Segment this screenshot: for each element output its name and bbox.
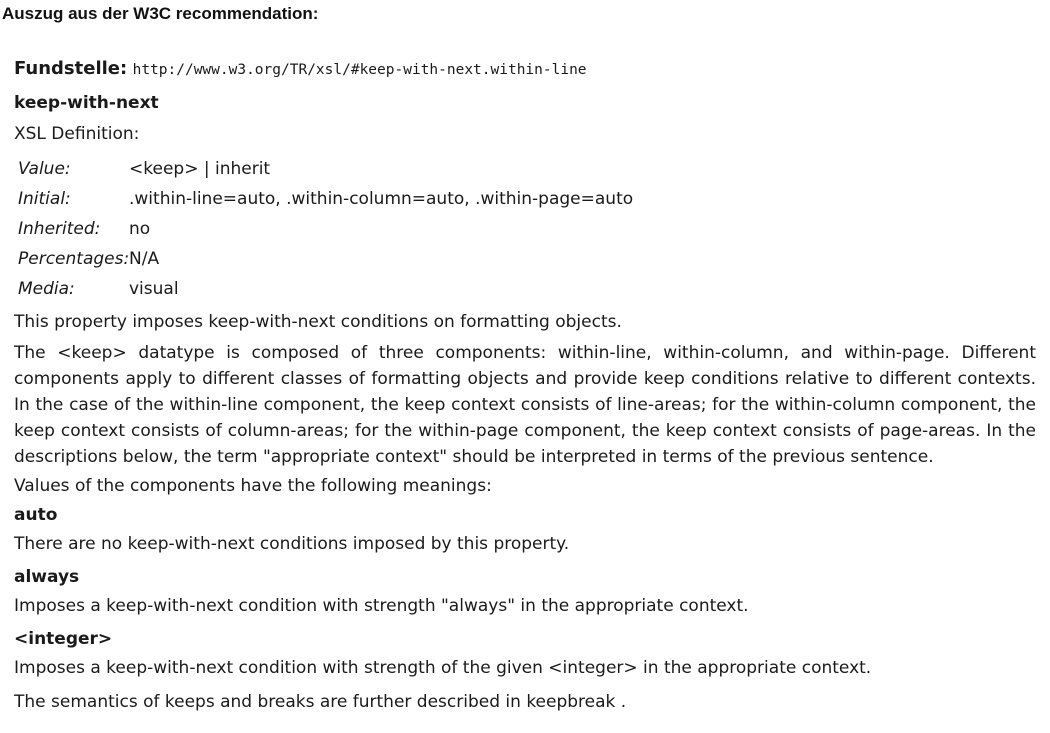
values-intro: Values of the components have the following meanings: (14, 476, 492, 496)
description-paragraph: The <keep> datatype is composed of three components: within-line, within-column, and within-page. Different components apply to different classes of formatting objects and provide keep conditions relative to different contexts. In the case of the within-line component, the keep context consists of line-areas; for the within-column component, the keep context consists of column-areas; for the within-page component, the keep context consists of page-areas. In the descriptions below, the term "appropriate context" should be interpreted in terms of the previous sentence. (14, 343, 1036, 467)
definition-row-initial (18, 189, 633, 209)
source-label: Fundstelle: (14, 58, 128, 79)
page-heading: Auszug aus der W3C recommendation: (2, 4, 319, 23)
value-term-auto: auto (14, 505, 58, 525)
definition-value: N/A (129, 249, 160, 269)
definition-row-percentages (18, 249, 159, 269)
value-meaning-auto: There are no keep-with-next conditions imposed by this property. (14, 534, 570, 554)
definition-key: Percentages: (18, 249, 130, 269)
definition-label: XSL Definition: (14, 124, 140, 144)
definition-key: Initial: (18, 189, 71, 209)
definition-key: Media: (18, 279, 75, 299)
definition-key: Inherited: (18, 219, 101, 239)
footer-end: . (615, 692, 627, 712)
property-name: keep-with-next (14, 93, 159, 113)
definition-row-media (18, 279, 179, 299)
value-meaning-always: Imposes a keep-with-next condition with strength "always" in the appropriate context. (14, 596, 749, 616)
definition-value: <keep> | inherit (129, 159, 271, 179)
footer-line (14, 692, 626, 712)
keepbreak-link[interactable]: keepbreak (526, 692, 616, 712)
source-url[interactable]: http://www.w3.org/TR/xsl/#keep-with-next.within-line (132, 62, 587, 78)
definition-value: visual (129, 279, 179, 299)
intro-paragraph: This property imposes keep-with-next conditions on formatting objects. (14, 312, 622, 332)
value-term-always: always (14, 567, 80, 587)
definition-value: .within-line=auto, .within-column=auto, .within-page=auto (129, 189, 634, 209)
definition-row-inherited (18, 219, 150, 239)
footer-text: The semantics of keeps and breaks are further described in (14, 692, 527, 712)
definition-row-value (18, 159, 270, 179)
value-meaning-integer: Imposes a keep-with-next condition with strength of the given <integer> in the appropriate context. (14, 658, 872, 678)
source-line (14, 58, 587, 79)
definition-value: no (129, 219, 151, 239)
definition-key: Value: (18, 159, 71, 179)
value-term-integer: <integer> (14, 629, 113, 649)
